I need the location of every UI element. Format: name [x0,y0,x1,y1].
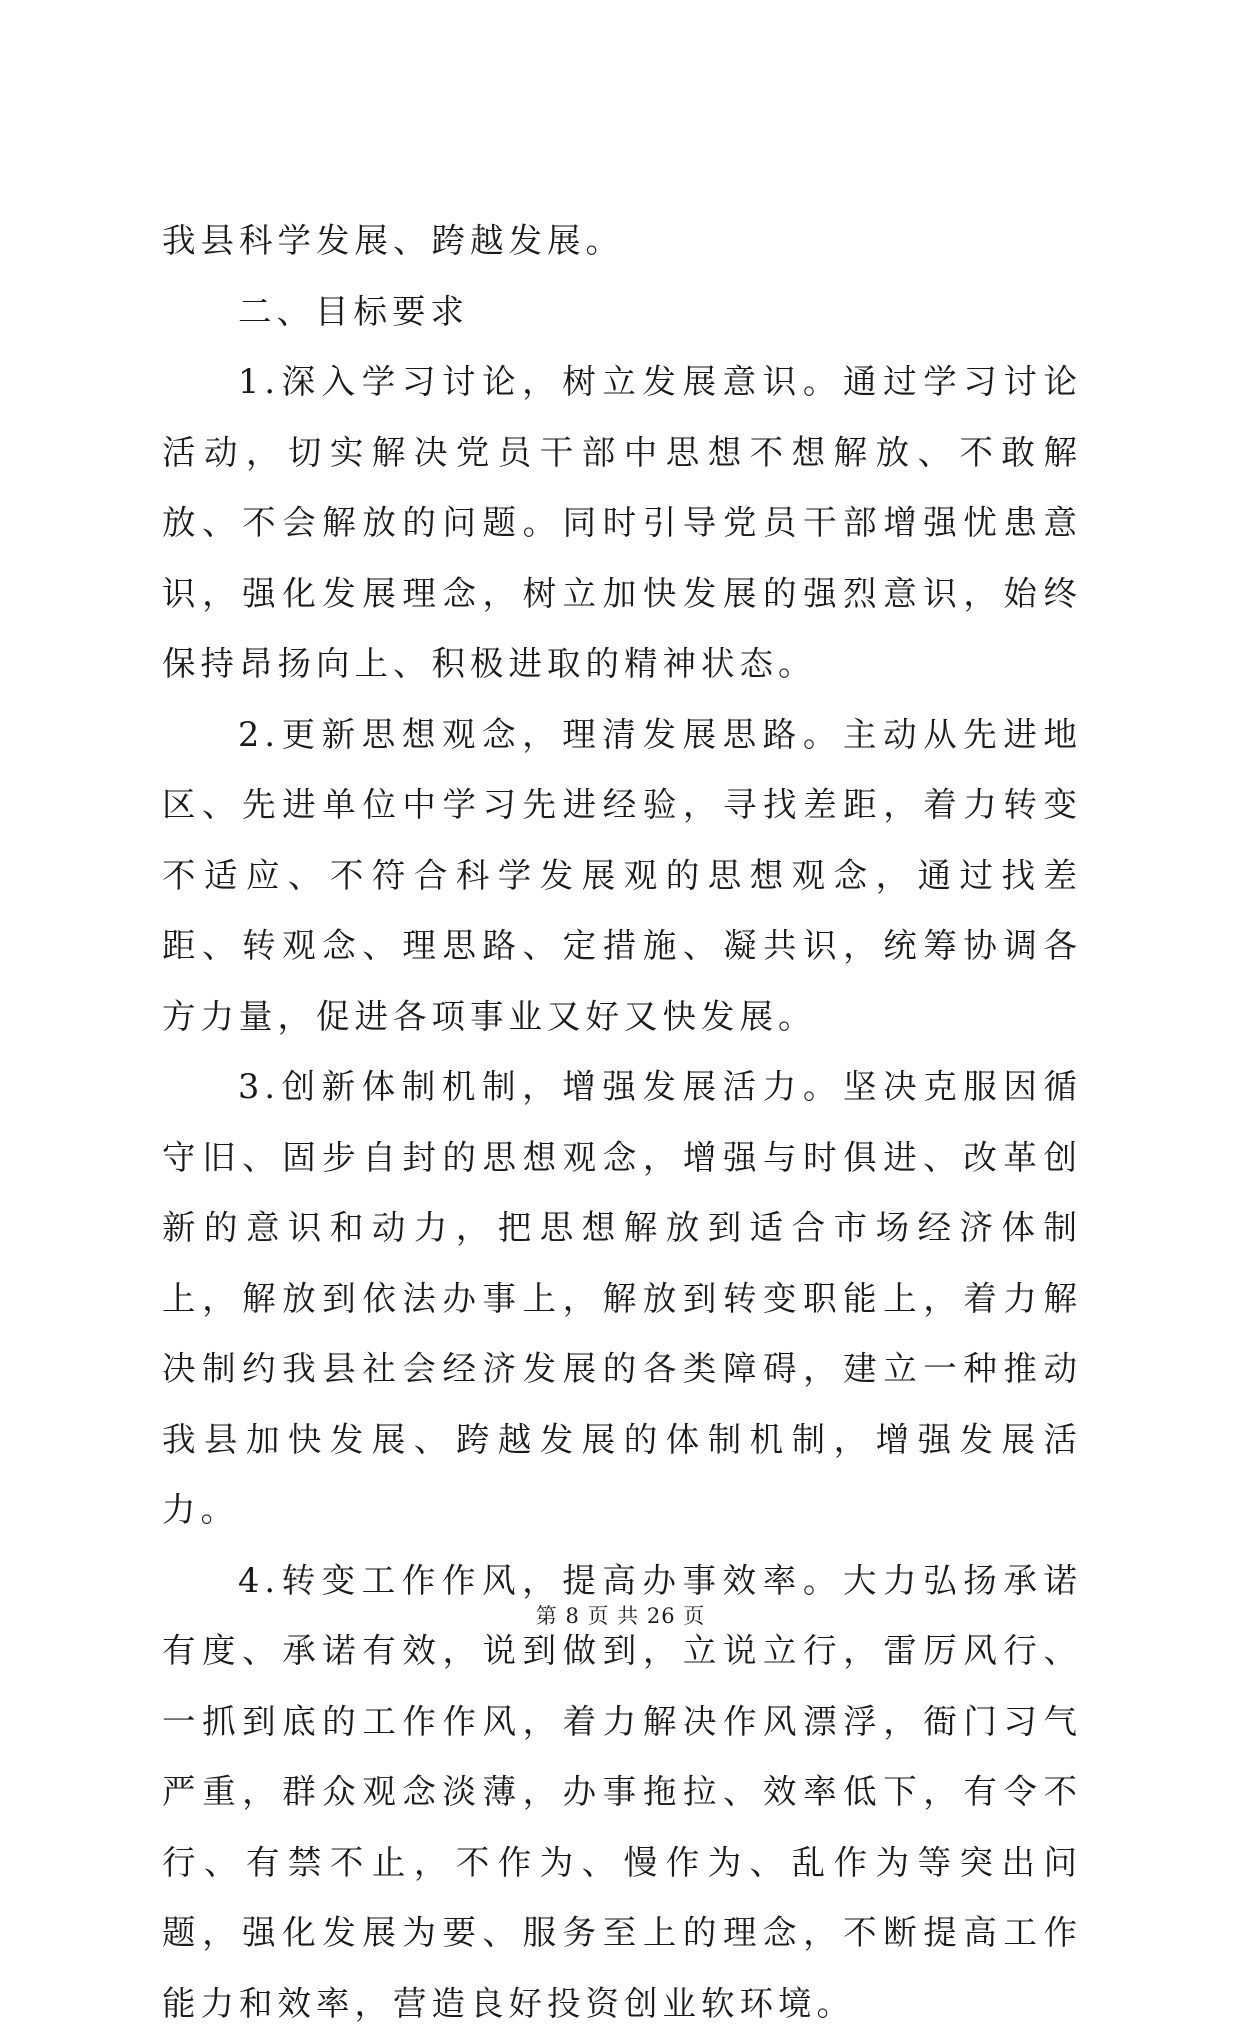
paragraph-continuation: 我县科学发展、跨越发展。 [162,206,1082,277]
paragraph-item-3: 3.创新体制机制，增强发展活力。坚决克服因循守旧、固步自封的思想观念，增强与时俱进、改革创新的意识和动力，把思想解放到适合市场经济体制上，解放到依法办事上，解放到转变职能上，着力解决制约我县社会经济发展的各类障碍，建立一种推动我县加快发展、跨越发展的体制机制，增强发展活力。 [162,1052,1082,1546]
section-heading: 二、目标要求 [162,277,1082,348]
document-body [162,206,1082,2039]
paragraph-item-1: 1.深入学习讨论，树立发展意识。通过学习讨论活动，切实解决党员干部中思想不想解放、不敢解放、不会解放的问题。同时引导党员干部增强忧患意识，强化发展理念，树立加快发展的强烈意识，始终保持昂扬向上、积极进取的精神状态。 [162,347,1082,700]
paragraph-item-4: 4.转变工作作风，提高办事效率。大力弘扬承诺有度、承诺有效，说到做到，立说立行，雷厉风行、一抓到底的工作作风，着力解决作风漂浮，衙门习气严重，群众观念淡薄，办事拖拉、效率低下，有令不行、有禁不止，不作为、慢作为、乱作为等突出问题，强化发展为要、服务至上的理念，不断提高工作能力和效率，营造良好投资创业软环境。 [162,1546,1082,2039]
paragraph-item-2: 2.更新思想观念，理清发展思路。主动从先进地区、先进单位中学习先进经验，寻找差距，着力转变不适应、不符合科学发展观的思想观念，通过找差距、转观念、理思路、定措施、凝共识，统筹协调各方力量，促进各项事业又好又快发展。 [162,700,1082,1053]
page-number-footer: 第 8 页 共 26 页 [0,1600,1241,1630]
